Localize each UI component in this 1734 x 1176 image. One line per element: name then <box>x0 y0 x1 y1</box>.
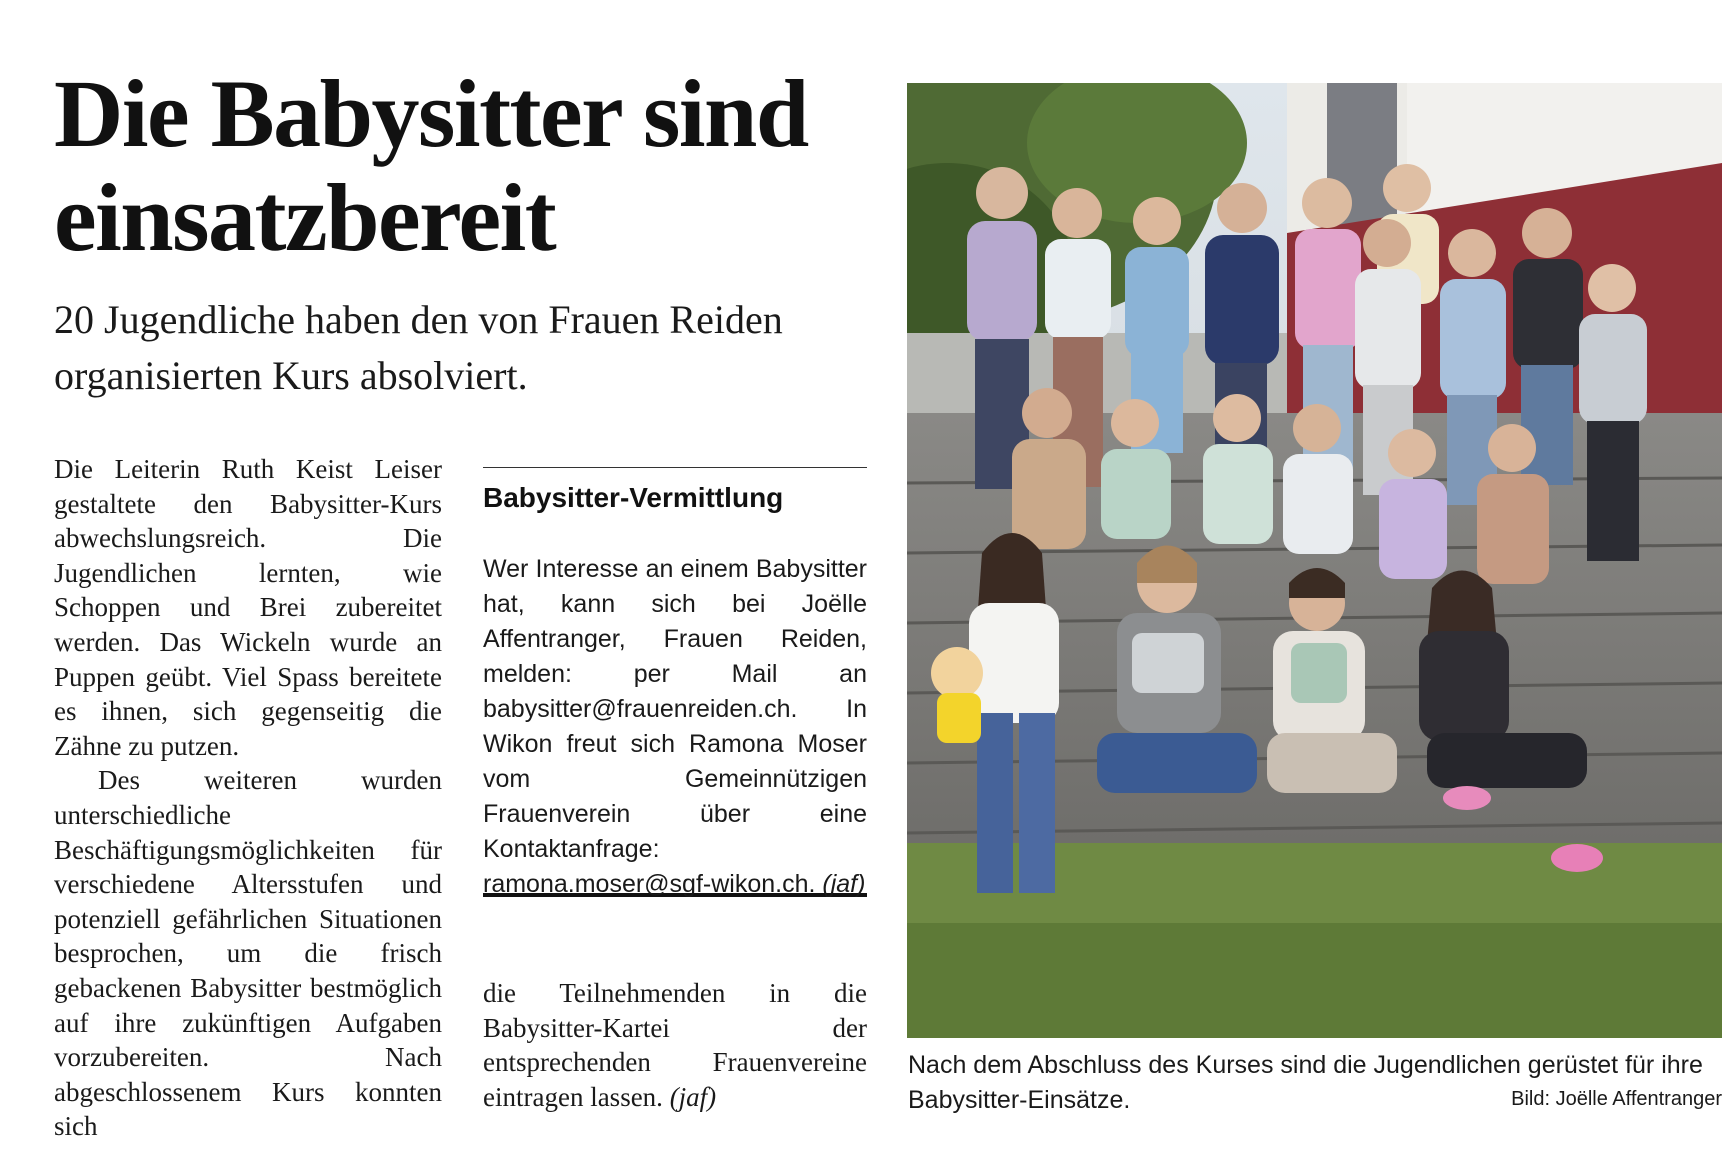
body-column-1 <box>54 452 442 1144</box>
info-box-credit: (jaf) <box>822 870 866 898</box>
photo-credit: Bild: Joëlle Affentranger <box>1511 1088 1722 1110</box>
headline: Die Babysitter sind einsatzbereit <box>54 60 808 271</box>
info-box <box>483 467 867 897</box>
photo-caption: Nach dem Abschluss des Kurses sind die Jugendlichen gerüstet für ihre Babysitter-Einsätze. <box>908 1051 1703 1114</box>
subheadline: 20 Jugendliche haben den von Frauen Reiden organisierten Kurs absolviert. <box>54 297 783 398</box>
info-box-title: Babysitter-Vermittlung <box>483 482 784 513</box>
group-photo-illustration <box>907 83 1722 1038</box>
body-paragraph-2-continued <box>483 976 867 1114</box>
body-paragraph-1: Die Leiterin Ruth Keist Leiser gestaltete den Babysitter-Kurs abwechslungsreich. Die Jugendlichen lernten, wie Schoppen und Brei zubereitet werden. Das Wickeln wurde an Puppen geübt. Viel Spass bereitete es ihnen, sich gegenseitig die Zähne zu putzen. <box>54 454 442 761</box>
body-paragraph-2: Des weiteren wurden unterschiedliche Beschäftigungsmöglichkeiten für verschiedene Altersstufen und potenziell gefährlichen Situationen besprochen, um die frisch gebackenen Babysitter bestmöglich auf ihre zukünftigen Aufgaben vorzubereiten. Nach abgeschlossenem Kurs konnten sich <box>54 765 442 1142</box>
group-photo <box>907 83 1722 1038</box>
body-continuation-text: die Teilnehmenden in die Babysitter-Kartei der entsprechenden Frauenvereine eintragen lassen. <box>483 978 867 1112</box>
info-box-text <box>483 552 867 902</box>
author-credit: (jaf) <box>669 1081 717 1112</box>
info-box-body: Wer Interesse an einem Babysitter hat, kann sich bei Joëlle Affentranger, Frauen Reiden, melden: per Mail an babysitter@frauenreiden.ch. In Wikon freut sich Ramona Moser vom Gemeinnützigen Frauenverein über eine Kontaktanfrage: ramona.moser@sgf-wikon.ch. <box>483 555 867 898</box>
